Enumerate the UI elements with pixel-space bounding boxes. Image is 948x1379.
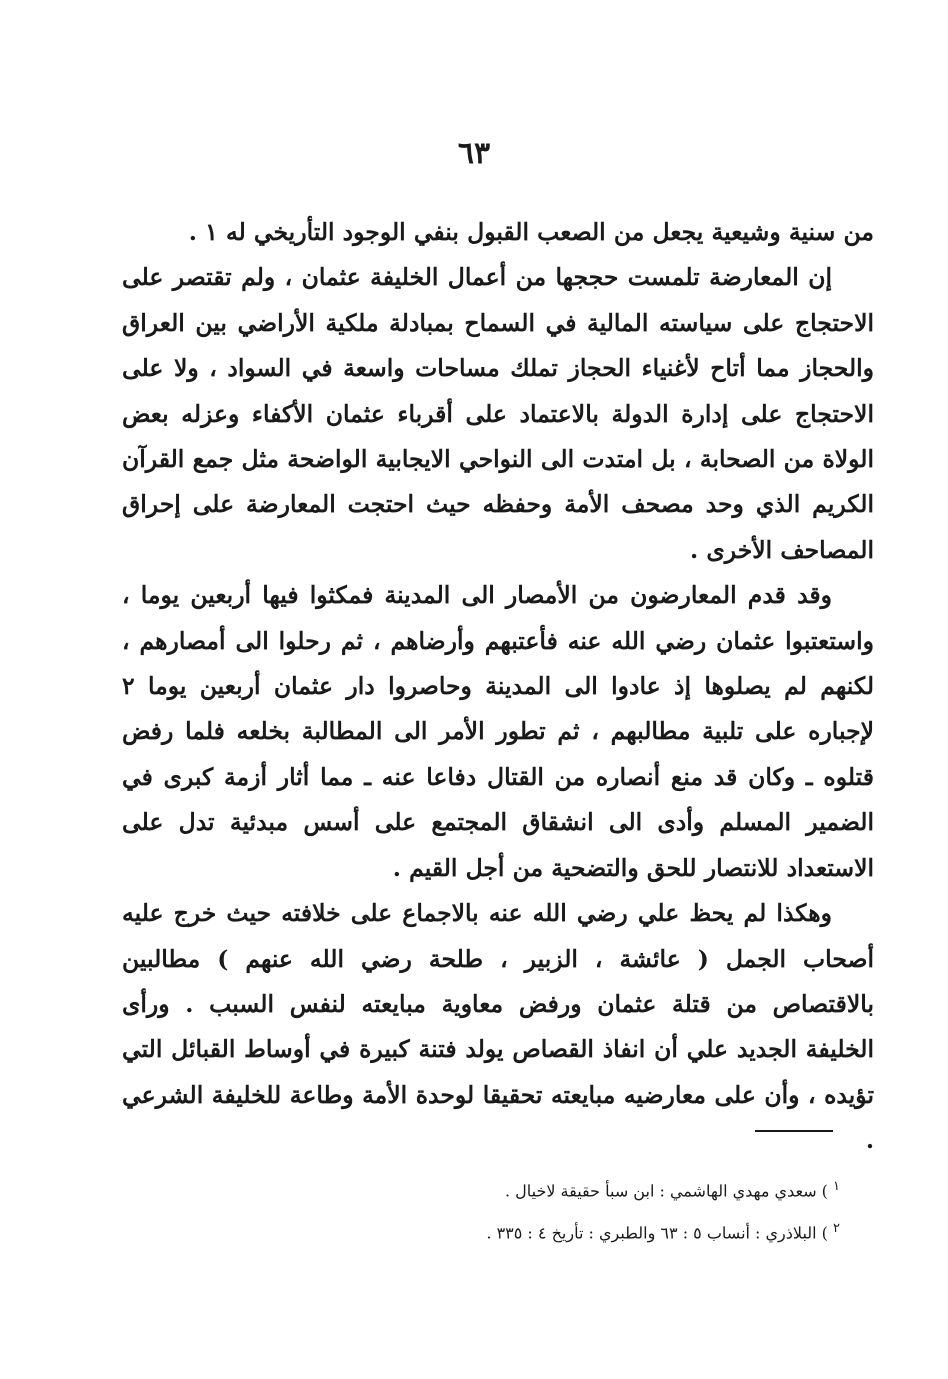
footnote-2 [300,1210,840,1252]
footnote-text: ) البلاذري : أنساب ٥ : ٦٣ والطبري : تأريخ ٤ : ٣٣٥ . [486,1223,828,1243]
paragraph-2: إن المعارضة تلمست حججها من أعمال الخليفة عثمان ، ولم تقتصر على الاحتجاج على سياسته المالية في السماح بمبادلة ملكية الأراضي بين العراق والحجاز مما أتاح لأغنياء الحجاز تملك مساحات واسعة في السواد ، ولا على الاحتجاج على إدارة الدولة بالاعتماد على أقرباء عثمان الأكفاء وعزله بعض الولاة من الصحابة ، بل امتدت الى النواحي الايجابية الواضحة مثل جمع القرآن الكريم الذي وحد مصحف الأمة وحفظه حيث احتجت المعارضة على إحراق المصاحف الأخرى . [122,263,874,564]
footnote-text: ) سعدي مهدي الهاشمي : ابن سبأ حقيقة لاخيال . [504,1181,828,1201]
paragraph-4: وهكذا لم يحظ علي رضي الله عنه بالاجماع على خلافته حيث خرج عليه أصحاب الجمل ( عائشة ، الزبير ، طلحة رضي الله عنهم ) مطالبين بالاقتصاص من قتلة عثمان ورفض معاوية مبايعته لنفس السبب . ورأى الخليفة الجديد علي أن انفاذ القصاص يولد فتنة كبيرة في أوساط القبائل التي تؤيده ، وأن على معارضيه مبايعته تحقيقا لوحدة الأمة وطاعة للخليفة الشرعي . [122,899,874,1155]
page-number: ٦٣ [457,136,491,171]
footnote-number: ٢ [833,1221,840,1237]
footnote-number: ١ [833,1179,840,1194]
paragraph-3: وقد قدم المعارضون من الأمصار الى المدينة فمكثوا فيها أربعين يوما ، واستعتبوا عثمان رضي الله عنه فأعتبهم وأرضاهم ، ثم رحلوا الى أمصارهم ، لكنهم لم يصلوها إذ عادوا الى المدينة وحاصروا دار عثمان أربعين يوما ٢ لإجباره على تلبية مطالبهم ، ثم تطور الأمر الى المطالبة بخلعه فلما رفض قتلوه ـ وكان قد منع أنصاره من القتال دفاعا عنه ـ مما أثار أزمة كبرى في الضمير المسلم وأدى الى انشقاق المجتمع على أسس مبدئية تدل على الاستعداد للانتصار للحق والتضحية من أجل القيم . [122,581,874,882]
paragraph-1: من سنية وشيعية يجعل من الصعب القبول بنفي الوجود التأريخي له ١ . [188,218,874,246]
footnote-1 [300,1168,840,1210]
footnotes [300,1168,840,1253]
body-text [122,210,874,1164]
footnote-divider [755,1130,833,1132]
